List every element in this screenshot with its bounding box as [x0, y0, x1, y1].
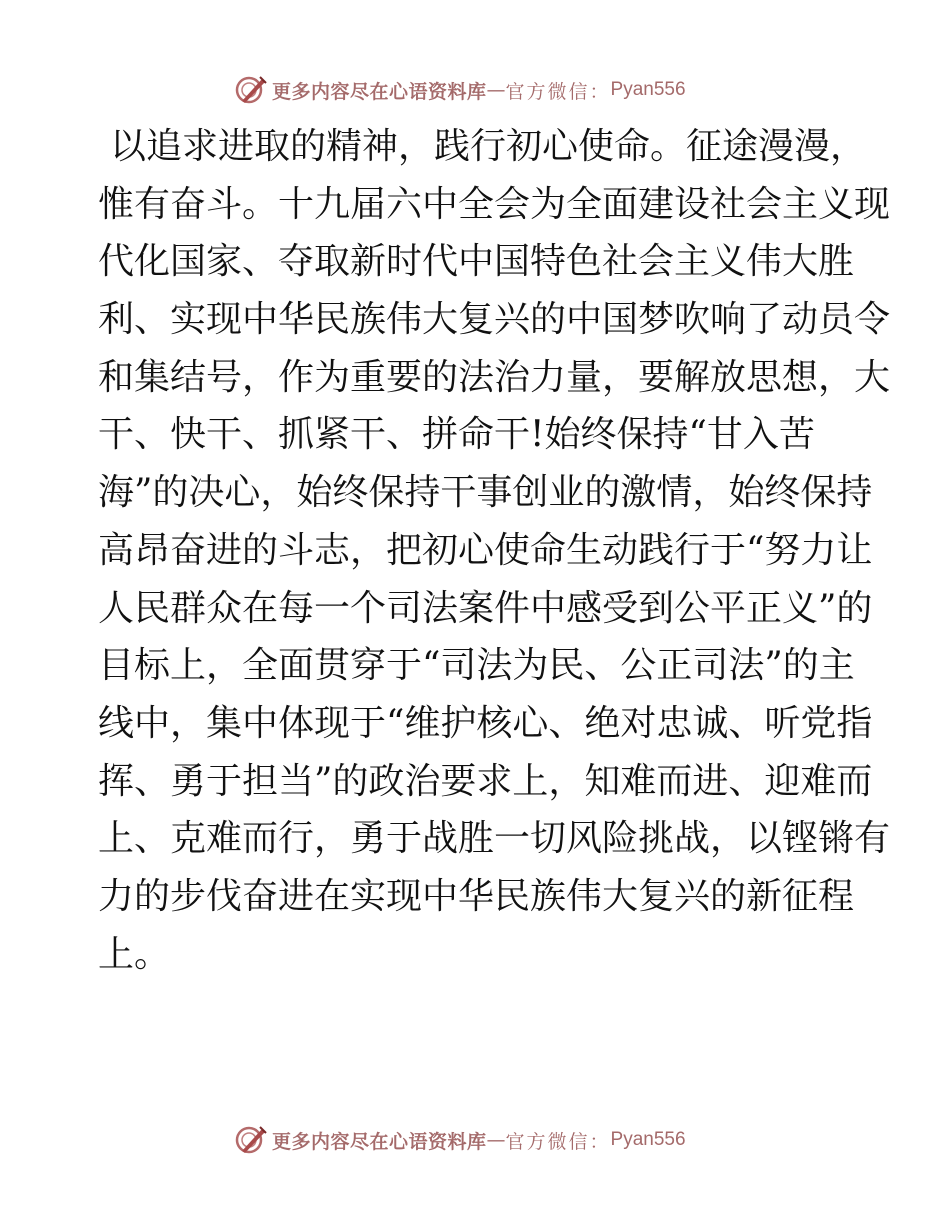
body-line: 海”的决心，始终保持干事创业的激情，始终保持	[98, 472, 873, 514]
body-line: 人民群众在每一个司法案件中感受到公平正义”的	[98, 587, 873, 629]
watermark-separator: —	[486, 79, 506, 101]
watermark-brand: 更多内容尽在心语资料库	[272, 1130, 487, 1153]
watermark-brand: 更多内容尽在心语资料库	[272, 80, 487, 103]
body-line: 和集结号，作为重要的法治力量，要解放思想，大	[98, 356, 891, 398]
footer-watermark	[234, 1122, 686, 1158]
watermark-separator: —	[486, 1129, 506, 1151]
body-line: 挥、勇于担当”的政治要求上，知难而进、迎难而	[98, 760, 873, 802]
body-line: 上、克难而行，勇于战胜一切风险挑战，以铿锵有	[98, 818, 891, 860]
body-line: 以追求进取的精神，践行初心使命。征途漫漫，	[110, 126, 867, 167]
logo-icon	[234, 73, 268, 107]
body-line: 力的步伐奋进在实现中华民族伟大复兴的新征程	[98, 875, 855, 917]
watermark-label: 官方微信：	[505, 80, 611, 103]
body-line: 干、快干、抓紧干、拼命干!始终保持“甘入苦	[98, 414, 815, 456]
body-line: 高昂奋进的斗志，把初心使命生动践行于“努力让	[98, 529, 873, 571]
header-watermark	[234, 72, 686, 108]
document-body	[98, 118, 891, 983]
logo-icon	[234, 1123, 268, 1157]
body-line: 目标上，全面贯穿于“司法为民、公正司法”的主	[98, 645, 855, 687]
body-line: 利、实现中华民族伟大复兴的中国梦吹响了动员令	[98, 299, 891, 341]
watermark-label: 官方微信：	[505, 1130, 611, 1153]
watermark-id: Pyan556	[610, 79, 686, 100]
body-line: 代化国家、夺取新时代中国特色社会主义伟大胜	[98, 241, 855, 283]
body-line: 上。	[98, 933, 171, 975]
body-line: 线中，集中体现于“维护核心、绝对忠诚、听党指	[98, 702, 873, 744]
watermark-id: Pyan556	[610, 1129, 686, 1150]
body-line: 惟有奋斗。十九届六中全会为全面建设社会主义现	[98, 183, 891, 225]
